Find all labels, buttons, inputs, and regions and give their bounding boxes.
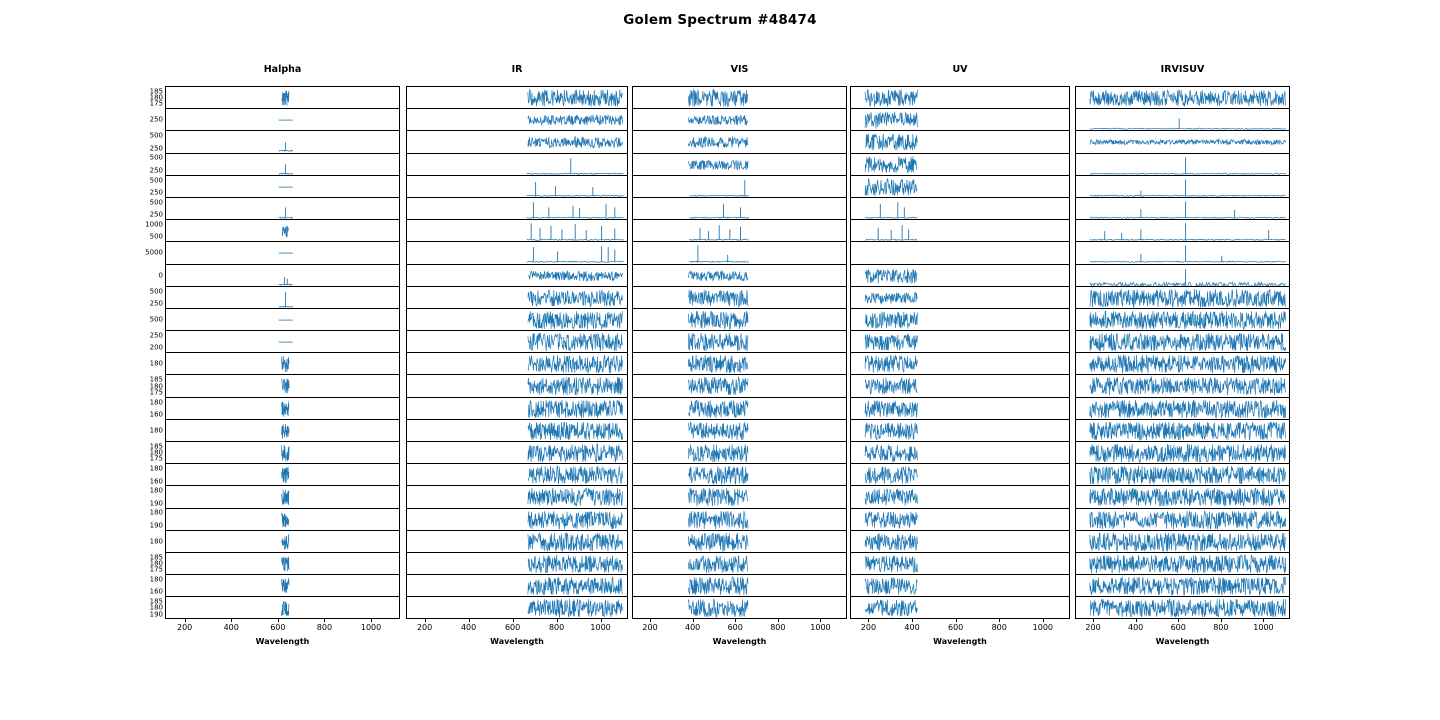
- y-axis-tick-label: 180: [149, 398, 163, 406]
- spectrum-panel: [850, 352, 1070, 374]
- spectrum-panel: [149, 286, 400, 308]
- spectrum-panel: [406, 419, 628, 441]
- spectrum-panel: [850, 596, 1070, 618]
- spectrum-panel: [632, 130, 847, 152]
- spectrum-panel: [406, 330, 628, 352]
- spectrum-panel: [850, 485, 1070, 507]
- spectrum-panel: [149, 352, 400, 374]
- x-axis-tick-mark: [735, 619, 736, 622]
- y-axis-tick-label: 190: [149, 610, 163, 619]
- spectrum-panel: [850, 175, 1070, 197]
- spectrum-panel: [1075, 463, 1290, 485]
- x-axis-tick-label: 200: [416, 622, 433, 632]
- x-axis-tick-mark: [956, 619, 957, 622]
- spectrum-panel: [1075, 441, 1290, 463]
- spectrum-panel: [850, 108, 1070, 130]
- y-axis-tick-label: 250: [149, 115, 163, 124]
- spectrum-panel: [632, 108, 847, 130]
- spectrum-panel: [1075, 197, 1290, 219]
- y-axis-tick-label: 185: [149, 442, 163, 451]
- spectrum-panel: [149, 197, 400, 219]
- spectrum-panel: [850, 219, 1070, 241]
- spectrum-panel: [1075, 86, 1290, 108]
- spectrum-panel: [406, 463, 628, 485]
- spectrum-panel: [406, 596, 628, 618]
- spectrum-panel: [149, 397, 400, 419]
- y-axis-tick-label: 5000: [145, 248, 163, 257]
- spectrum-panel: [632, 374, 847, 396]
- x-axis-tick-label: 400: [904, 622, 920, 632]
- spectrum-panel: [632, 596, 847, 618]
- column-title: VIS: [730, 64, 749, 75]
- spectrum-panel: [632, 463, 847, 485]
- x-axis-tick-mark: [278, 619, 279, 622]
- spectrum-panel: [1075, 552, 1290, 574]
- spectrum-panel: [406, 308, 628, 330]
- spectrum-panel: [1075, 108, 1290, 130]
- x-axis-tick-mark: [469, 619, 470, 622]
- spectrum-panel: [145, 219, 400, 241]
- spectrum-panel: [406, 108, 628, 130]
- spectrum-panel: [632, 86, 847, 108]
- spectrum-panel: [149, 175, 400, 197]
- spectrum-panel: [149, 508, 400, 530]
- x-axis-tick-mark: [371, 619, 372, 622]
- y-axis-tick-label: 180: [149, 603, 163, 612]
- spectrum-panel: [406, 130, 628, 152]
- x-axis-tick-mark: [185, 619, 186, 622]
- spectrum-panel: [149, 130, 400, 153]
- x-axis-tick-mark: [1093, 619, 1094, 622]
- x-axis-tick-mark: [820, 619, 821, 622]
- x-axis-tick-mark: [425, 619, 426, 622]
- spectrum-panel: [149, 419, 400, 441]
- x-axis-tick-mark: [324, 619, 325, 622]
- spectrum-panel: [632, 219, 847, 241]
- spectrum-panel: [149, 485, 400, 508]
- x-axis-tick-label: 600: [504, 622, 521, 632]
- x-axis-tick-label: 800: [770, 622, 786, 632]
- x-axis-tick-label: 800: [1213, 622, 1229, 632]
- y-axis-tick-label: 190: [149, 499, 163, 508]
- y-axis-tick-label: 180: [149, 448, 163, 457]
- spectrum-panel: [1075, 219, 1290, 241]
- spectrum-panel: [1075, 153, 1290, 175]
- y-axis-tick-label: 190: [149, 521, 163, 530]
- spectrum-panel: [1075, 130, 1290, 152]
- x-axis-tick-mark: [868, 619, 869, 622]
- column-title: IRVISUV: [1160, 64, 1205, 75]
- spectrum-panel: [850, 197, 1070, 219]
- spectrum-panel: [632, 286, 847, 308]
- x-axis-tick-label: 600: [947, 622, 964, 632]
- spectrum-panel: [158, 264, 400, 286]
- spectrum-panel: [406, 530, 628, 552]
- y-axis-tick-label: 175: [149, 454, 163, 463]
- y-axis-tick-label: 180: [149, 559, 163, 568]
- x-axis-tick-label: 200: [860, 622, 877, 632]
- x-axis-tick-label: 400: [460, 622, 477, 632]
- spectrum-panel: [149, 108, 400, 130]
- spectrum-panel: [145, 241, 400, 263]
- x-axis-tick-label: 800: [316, 622, 333, 632]
- y-axis-tick-label: 175: [149, 388, 163, 397]
- spectrum-panel: [632, 508, 847, 530]
- spectrum-panel: [850, 441, 1070, 463]
- x-axis-tick-label: 1000: [810, 622, 831, 632]
- spectrum-panel: [149, 308, 400, 330]
- spectrum-panel: [850, 330, 1070, 352]
- spectrum-panel: [850, 574, 1070, 596]
- x-axis-tick-label: 400: [1127, 622, 1144, 632]
- y-axis-tick-label: 180: [149, 575, 163, 584]
- x-axis-label: Wavelength: [490, 636, 544, 646]
- row-panels: [145, 86, 400, 619]
- x-axis-tick-mark: [1221, 619, 1222, 622]
- y-axis-tick-label: 160: [149, 410, 163, 419]
- spectrum-panel: [850, 530, 1070, 552]
- spectrum-panel: [850, 264, 1070, 286]
- y-axis-tick-label: 180: [149, 382, 163, 391]
- y-axis-tick-label: 200: [149, 343, 163, 352]
- spectrum-panel: [632, 485, 847, 507]
- x-axis-tick-mark: [231, 619, 232, 622]
- y-axis-tick-label: 180: [149, 359, 163, 368]
- y-axis-tick-label: 175: [149, 565, 163, 574]
- y-axis-tick-label: 250: [149, 299, 163, 308]
- spectrum-panel: [406, 86, 628, 108]
- spectrum-panel: [1075, 574, 1290, 596]
- x-axis-tick-mark: [999, 619, 1000, 622]
- y-axis-tick-label: 180: [149, 464, 163, 473]
- x-axis-tick-label: 1000: [590, 622, 611, 632]
- spectrum-panel: [406, 219, 628, 241]
- x-axis-tick-mark: [912, 619, 913, 622]
- spectrum-panel: [850, 308, 1070, 330]
- y-axis-tick-label: 180: [149, 508, 163, 517]
- y-axis-tick-label: 500: [149, 131, 163, 140]
- x-axis-tick-label: 600: [1170, 622, 1186, 632]
- spectrum-panel: [406, 508, 628, 530]
- y-axis-tick-label: 500: [149, 176, 163, 185]
- x-axis-label: Wavelength: [712, 636, 767, 646]
- x-axis-tick-label: 1000: [360, 622, 382, 632]
- x-axis-tick-label: 1000: [1253, 622, 1274, 632]
- x-axis-label: Wavelength: [1155, 636, 1210, 646]
- spectrum-panel: [149, 374, 400, 397]
- spectrum-panel: [149, 530, 400, 552]
- spectrum-panel: [1075, 397, 1290, 419]
- spectrum-panel: [632, 574, 847, 596]
- x-axis-tick-mark: [693, 619, 694, 622]
- spectrum-panel: [406, 374, 628, 396]
- y-axis-tick-label: 160: [149, 587, 163, 596]
- y-axis-tick-label: 185: [149, 87, 163, 96]
- spectrum-panel: [149, 552, 400, 574]
- x-axis-tick-mark: [1263, 619, 1264, 622]
- spectrum-panel: [406, 574, 628, 596]
- spectrum-panel: [149, 86, 400, 108]
- x-axis-label: Wavelength: [933, 636, 987, 646]
- spectrum-panel: [850, 463, 1070, 485]
- y-axis-tick-label: 500: [149, 153, 163, 162]
- spectrum-panel: [850, 153, 1070, 175]
- y-axis-tick-label: 500: [149, 315, 163, 324]
- spectrum-panel: [406, 552, 628, 574]
- spectrum-panel: [406, 264, 628, 286]
- spectrum-panel: [632, 552, 847, 574]
- x-axis-label: Wavelength: [255, 636, 310, 646]
- spectrum-panel: [406, 241, 628, 263]
- x-axis-tick-label: 600: [727, 622, 743, 632]
- y-axis-tick-label: 500: [149, 232, 163, 241]
- x-axis-tick-label: 400: [223, 622, 239, 632]
- spectrum-panel: [632, 330, 847, 352]
- x-axis-tick-label: 200: [176, 622, 193, 632]
- spectrum-panel: [1075, 596, 1290, 618]
- spectrum-panel: [1075, 286, 1290, 308]
- x-axis-tick-label: 1000: [1032, 622, 1054, 632]
- y-axis-tick-label: 1000: [145, 220, 163, 229]
- spectrum-panel: [1075, 485, 1290, 507]
- spectrum-panel: [1075, 352, 1290, 374]
- spectrum-panel: [1075, 419, 1290, 441]
- x-axis-tick-mark: [513, 619, 514, 622]
- spectrum-panel: [149, 330, 400, 352]
- spectrum-panel: [149, 153, 400, 175]
- spectrum-panel: [632, 197, 847, 219]
- spectrum-panel: [632, 153, 847, 175]
- spectrum-panel: [850, 286, 1070, 308]
- spectrum-panel: [850, 419, 1070, 441]
- spectrum-panel: [632, 419, 847, 441]
- spectrum-panel: [149, 441, 400, 463]
- x-axis-tick-label: 800: [991, 622, 1007, 632]
- x-axis-tick-mark: [650, 619, 651, 622]
- spectrum-panel: [850, 397, 1070, 419]
- y-axis-tick-label: 0: [158, 271, 163, 280]
- x-axis-tick-label: 800: [548, 622, 565, 632]
- spectrum-panel: [850, 552, 1070, 574]
- column-title: IR: [511, 64, 523, 75]
- spectrum-panel: [632, 441, 847, 463]
- x-axis-tick-mark: [1043, 619, 1044, 622]
- x-axis-tick-mark: [1178, 619, 1179, 622]
- y-axis-tick-label: 185: [149, 375, 163, 384]
- spectrum-panel: [1075, 264, 1290, 286]
- figure-title: Golem Spectrum #48474: [623, 12, 817, 28]
- x-axis-tick-label: 200: [1085, 622, 1101, 632]
- y-axis-tick-label: 185: [149, 553, 163, 562]
- column-title: UV: [952, 64, 968, 75]
- y-axis-tick-label: 250: [149, 166, 163, 175]
- column-title: Halpha: [263, 64, 302, 75]
- spectrum-panel: [1075, 175, 1290, 197]
- spectrum-panel: [1075, 530, 1290, 552]
- row-panels: [632, 86, 847, 619]
- spectrum-panel: [406, 352, 628, 374]
- spectrum-panel: [1075, 241, 1290, 263]
- spectrum-panel: [406, 286, 628, 308]
- spectrum-panel: [632, 308, 847, 330]
- spectrum-panel: [406, 397, 628, 419]
- spectrum-panel: [149, 574, 400, 596]
- y-axis-tick-label: 250: [149, 144, 163, 153]
- x-axis-tick-label: 600: [270, 622, 286, 632]
- spectrum-panel: [850, 86, 1070, 108]
- spectrum-panel: [850, 508, 1070, 530]
- spectrum-panel: [1075, 330, 1290, 352]
- spectrum-panel: [632, 530, 847, 552]
- x-axis-tick-label: 200: [642, 622, 658, 632]
- spectrum-panel: [406, 441, 628, 463]
- y-axis-tick-label: 180: [149, 426, 163, 435]
- y-axis-tick-label: 180: [149, 537, 163, 546]
- y-axis-tick-label: 500: [149, 198, 163, 207]
- spectrum-panel: [850, 130, 1070, 152]
- y-axis-tick-label: 250: [149, 210, 163, 219]
- x-axis-tick-mark: [1136, 619, 1137, 622]
- spectrum-panel: [632, 241, 847, 263]
- spectrum-panel: [632, 352, 847, 374]
- spectrum-panel: [406, 153, 628, 175]
- spectrum-panel: [149, 463, 400, 485]
- spectrum-panel: [632, 397, 847, 419]
- spectrum-panel: [850, 241, 1070, 263]
- y-axis-tick-label: 175: [149, 99, 163, 108]
- x-axis-tick-mark: [778, 619, 779, 622]
- spectrum-panel: [406, 175, 628, 197]
- spectrum-panel: [406, 485, 628, 507]
- y-axis-tick-label: 250: [149, 331, 163, 340]
- row-panels: [406, 86, 628, 619]
- x-axis-tick-label: 400: [684, 622, 701, 632]
- spectrum-panel: [406, 197, 628, 219]
- spectrum-panel: [149, 596, 400, 619]
- spectrum-panel: [850, 374, 1070, 396]
- y-axis-tick-label: 180: [149, 93, 163, 102]
- spectrum-panel: [1075, 508, 1290, 530]
- spectrum-panel: [632, 264, 847, 286]
- spectrum-panel: [632, 175, 847, 197]
- y-axis-tick-label: 250: [149, 188, 163, 197]
- y-axis-tick-label: 180: [149, 486, 163, 495]
- row-panels: [1075, 86, 1290, 619]
- y-axis-tick-label: 500: [149, 287, 163, 296]
- y-axis-tick-label: 185: [149, 597, 163, 606]
- spectrum-panel: [1075, 308, 1290, 330]
- y-axis-tick-label: 160: [149, 477, 163, 485]
- spectrum-panel: [1075, 374, 1290, 396]
- x-axis-tick-mark: [601, 619, 602, 622]
- row-panels: [850, 86, 1070, 619]
- x-axis-tick-mark: [557, 619, 558, 622]
